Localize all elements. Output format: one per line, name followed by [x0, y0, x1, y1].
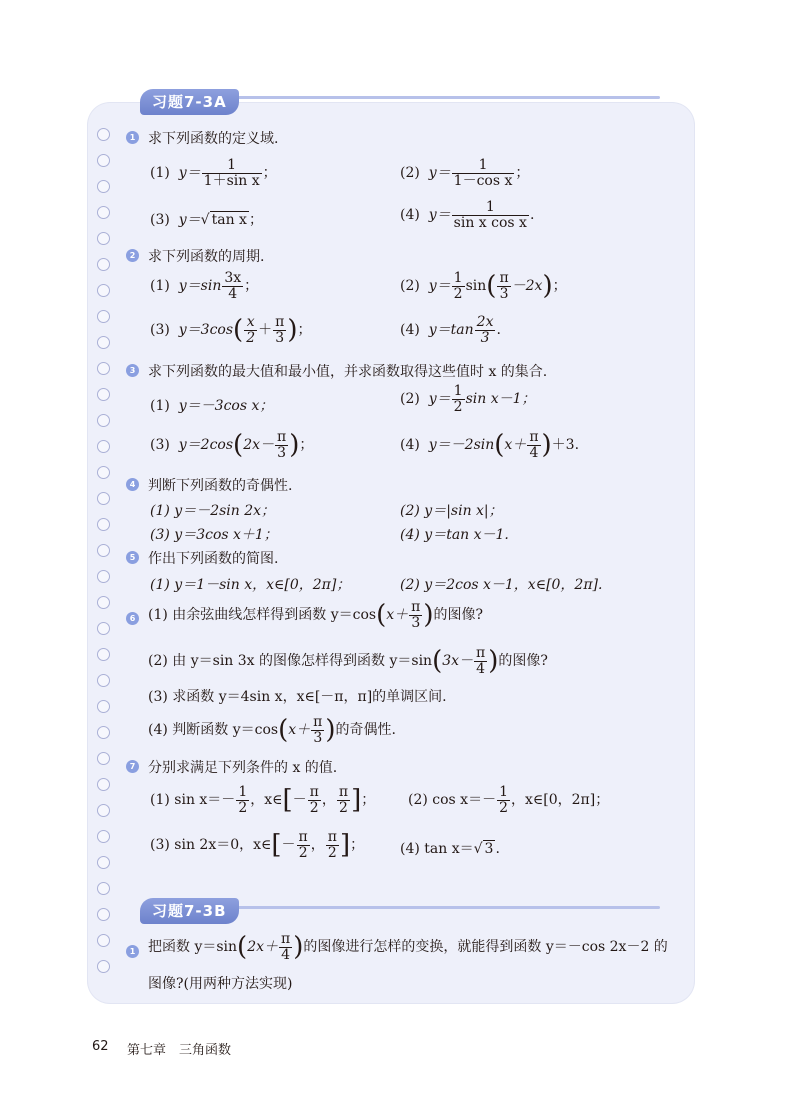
binder-ring [97, 570, 110, 583]
question-number: 1 [126, 945, 139, 958]
binder-ring [97, 830, 110, 843]
binder-ring [97, 778, 110, 791]
binder-ring [97, 362, 110, 375]
b-q1-line-1: 把函数 y＝sin(2x＋ $\frac{\pi}{4}$ )的图像进行怎样的变换，就能得到函数 y＝－cos 2x－2 的 [148, 931, 668, 963]
q2-part-2: (2) y＝ $\frac{1}{2}$ sin( $\frac{\pi}{3}$ －2x)； [400, 270, 567, 302]
section-b-title: 习题7-3B [140, 898, 239, 924]
binder-ring [97, 440, 110, 453]
q4-part-4: (4) y＝tan x－1. [400, 527, 509, 543]
question-number: 6 [126, 612, 139, 625]
q3-part-2: (2) y＝ $\frac{1}{2}$ sin x－1； [400, 383, 536, 415]
q1-stem: 求下列函数的定义域. [148, 131, 279, 147]
binder-ring [97, 908, 110, 921]
q2-stem: 求下列函数的周期. [148, 249, 265, 265]
q7-part-3: (3) sin 2x＝0，x∈[－ $\frac{\pi}{2}$ ， $\frac{\pi}{2}$ ]； [150, 829, 365, 861]
q5-part-2: (2) y＝2cos x－1，x∈[0，2π]. [400, 577, 603, 593]
q3-part-1: (1) y＝－3cos x； [150, 398, 274, 414]
question-number: 4 [126, 478, 139, 491]
q1-part-3: (3) y＝√ tan x ； [150, 212, 263, 228]
binder-ring [97, 284, 110, 297]
binder-ring [97, 856, 110, 869]
section-a-title: 习题7-3A [140, 89, 239, 115]
question-number: 2 [126, 249, 139, 262]
banner-rule [230, 96, 660, 99]
q1-part-2: (2) y＝ $\frac{1}{\text{1－cos x}}$ ； [400, 157, 530, 189]
binder-ring [97, 232, 110, 245]
banner-rule [230, 906, 660, 909]
page-number: 62 [92, 1039, 109, 1054]
question-number: 3 [126, 364, 139, 377]
binder-ring [97, 596, 110, 609]
binder-ring [97, 258, 110, 271]
q6-part-1: (1) 由余弦曲线怎样得到函数 y＝cos(x＋ $\frac{\pi}{3}$ )的图像? [148, 599, 484, 631]
binder-ring [97, 154, 110, 167]
binder-ring [97, 518, 110, 531]
binder-ring [97, 674, 110, 687]
binder-ring [97, 752, 110, 765]
q4-part-1: (1) y＝－2sin 2x； [150, 503, 276, 519]
q7-part-1: (1) sin x＝－ $\frac{1}{2}$ ，x∈[－ $\frac{\pi}{2}$ ， $\frac{\pi}{2}$ ]； [150, 784, 376, 816]
binder-ring [97, 544, 110, 557]
q2-part-3: (3) y＝3cos( $\frac{x}{2}$ ＋ $\frac{\pi}{3}$ )； [150, 314, 312, 346]
q5-part-1: (1) y＝1－sin x，x∈[0，2π]； [150, 577, 351, 593]
binder-ring [97, 648, 110, 661]
q3-stem: 求下列函数的最大值和最小值，并求函数取得这些值时 x 的集合. [148, 364, 548, 380]
q7-part-4: (4) tan x＝√ 3 . [400, 841, 500, 857]
question-number: 7 [126, 760, 139, 773]
b-q1-line-2: 图像?(用两种方法实现) [148, 976, 293, 992]
q6-part-4: (4) 判断函数 y＝cos(x＋ $\frac{\pi}{3}$ )的奇偶性. [148, 714, 396, 746]
binder-ring [97, 336, 110, 349]
binder-ring [97, 466, 110, 479]
binder-ring [97, 882, 110, 895]
binder-ring [97, 206, 110, 219]
q3-part-4: (4) y＝－2sin(x＋ $\frac{\pi}{4}$ )＋3. [400, 429, 580, 461]
q7-stem: 分别求满足下列条件的 x 的值. [148, 760, 338, 776]
binder-ring [97, 804, 110, 817]
q3-part-3: (3) y＝2cos(2x－ $\frac{\pi}{3}$ )； [150, 429, 314, 461]
q5-stem: 作出下列函数的简图. [148, 551, 279, 567]
binder-ring [97, 726, 110, 739]
binder-ring [97, 128, 110, 141]
binder-ring [97, 622, 110, 635]
binder-ring [97, 388, 110, 401]
q1-part-4: (4) y＝ $\frac{1}{\text{sin x cos x}}$ . [400, 199, 535, 231]
binder-ring [97, 700, 110, 713]
q4-part-2: (2) y＝|sin x|； [400, 503, 503, 519]
q4-part-3: (3) y＝3cos x＋1； [150, 527, 278, 543]
binder-ring [97, 492, 110, 505]
binder-ring [97, 934, 110, 947]
q4-stem: 判断下列函数的奇偶性. [148, 478, 293, 494]
q6-part-2: (2) 由 y＝sin 3x 的图像怎样得到函数 y＝sin(3x－ $\frac{\pi}{4}$ )的图像? [148, 645, 548, 677]
q7-part-2: (2) cos x＝－ $\frac{1}{2}$ ，x∈[0，2π]； [408, 784, 610, 816]
binder-ring [97, 414, 110, 427]
chapter-title: 第七章 三角函数 [127, 1043, 232, 1058]
question-number: 5 [126, 551, 139, 564]
question-number: 1 [126, 131, 139, 144]
binder-ring [97, 180, 110, 193]
q1-part-1: (1) y＝ $\frac{1}{\text{1＋sin x}}$ ； [150, 157, 277, 189]
binder-ring [97, 310, 110, 323]
q2-part-4: (4) y＝tan $\frac{2x}{3}$ . [400, 314, 501, 346]
q2-part-1: (1) y＝sin $\frac{3x}{4}$ ； [150, 270, 259, 302]
binder-ring [97, 960, 110, 973]
q6-part-3: (3) 求函数 y＝4sin x，x∈[－π，π]的单调区间. [148, 689, 447, 705]
